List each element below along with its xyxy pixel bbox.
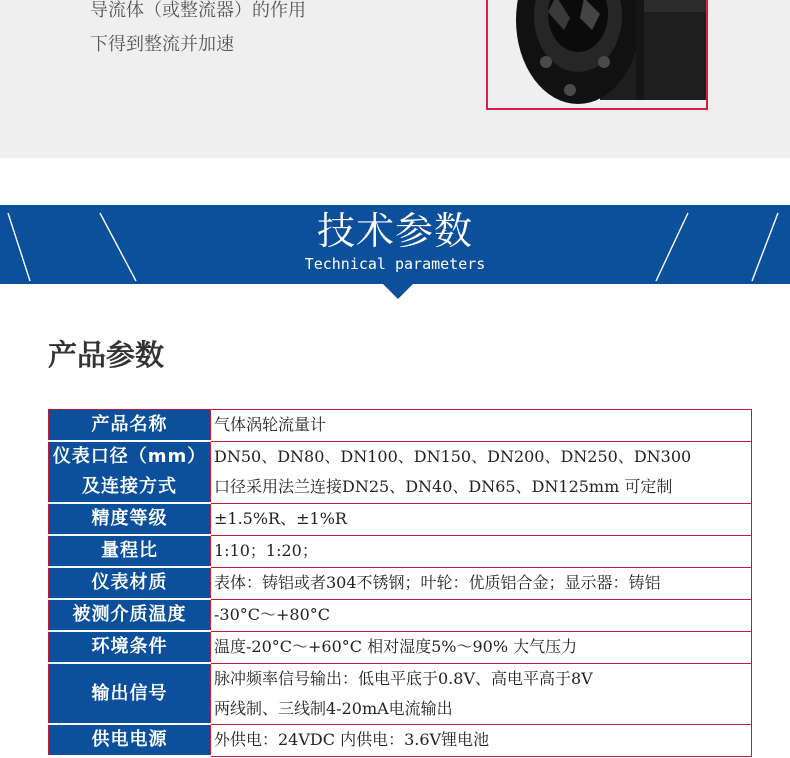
label-text: 环境条件 xyxy=(91,636,168,657)
row-value xyxy=(211,631,752,663)
table-row xyxy=(49,535,752,567)
label-text: 被测介质温度 xyxy=(72,604,187,625)
value-text: 两线制、三线制4-20mA电流输出 xyxy=(214,698,453,718)
table-row xyxy=(49,441,752,503)
row-value xyxy=(211,410,752,442)
row-label xyxy=(49,724,211,756)
table-row xyxy=(49,410,752,442)
value-text: 表体：铸铝或者304不锈钢；叶轮：优质铝合金；显示器：铸铝 xyxy=(214,573,661,592)
row-value xyxy=(211,441,752,503)
row-value xyxy=(211,599,752,631)
row-value xyxy=(211,567,752,599)
value-text: 1:10；1:20； xyxy=(214,541,318,560)
row-value xyxy=(211,503,752,535)
section-title: 产品参数 xyxy=(48,338,165,372)
row-label xyxy=(49,441,211,503)
table-row xyxy=(49,631,752,663)
label-text: 及连接方式 xyxy=(82,476,177,497)
label-text: 精度等级 xyxy=(91,508,168,529)
label-text: 供电电源 xyxy=(91,729,168,750)
row-label xyxy=(49,567,211,599)
label-text: 产品名称 xyxy=(91,414,168,435)
product-image xyxy=(486,0,708,110)
row-value xyxy=(211,535,752,567)
value-text: ±1.5%R、±1%R xyxy=(214,509,347,528)
intro-text-line: 导流体（或整流器）的作用 xyxy=(90,0,306,21)
banner-subtitle: Technical parameters xyxy=(304,255,486,273)
row-label xyxy=(49,410,211,442)
value-text: 温度-20°C～+60°C 相对湿度5%～90% 大气压力 xyxy=(214,637,578,656)
intro-panel xyxy=(0,0,790,158)
value-text: -30°C～+80°C xyxy=(214,605,331,624)
label-text: 仪表材质 xyxy=(91,572,168,593)
value-text: 气体涡轮流量计 xyxy=(214,415,327,435)
table-row xyxy=(49,599,752,631)
row-value xyxy=(211,663,752,724)
row-label xyxy=(49,535,211,567)
table-row xyxy=(49,567,752,599)
table-row xyxy=(49,503,752,535)
table-row xyxy=(49,663,752,724)
flowmeter-illustration xyxy=(488,0,706,108)
label-text: 输出信号 xyxy=(91,682,168,704)
row-label xyxy=(49,599,211,631)
value-text: 脉冲频率信号输出：低电平底于0.8V、高电平高于8V xyxy=(214,668,593,688)
value-text: 口径采用法兰连接DN25、DN40、DN65、DN125mm 可定制 xyxy=(214,477,673,496)
value-text: DN50、DN80、DN100、DN150、DN200、DN250、DN300 xyxy=(214,447,692,466)
label-text: 仪表口径（mm） xyxy=(52,446,207,467)
parameters-table xyxy=(48,409,752,757)
row-label xyxy=(49,503,211,535)
label-text: 量程比 xyxy=(101,540,158,561)
intro-text-line: 下得到整流并加速 xyxy=(90,34,234,55)
banner-title: 技术参数 xyxy=(316,209,473,253)
row-label xyxy=(49,631,211,663)
value-text: 外供电：24VDC 内供电：3.6V锂电池 xyxy=(214,730,490,749)
table-row xyxy=(49,724,752,756)
row-value xyxy=(211,724,752,756)
row-label xyxy=(49,663,211,724)
